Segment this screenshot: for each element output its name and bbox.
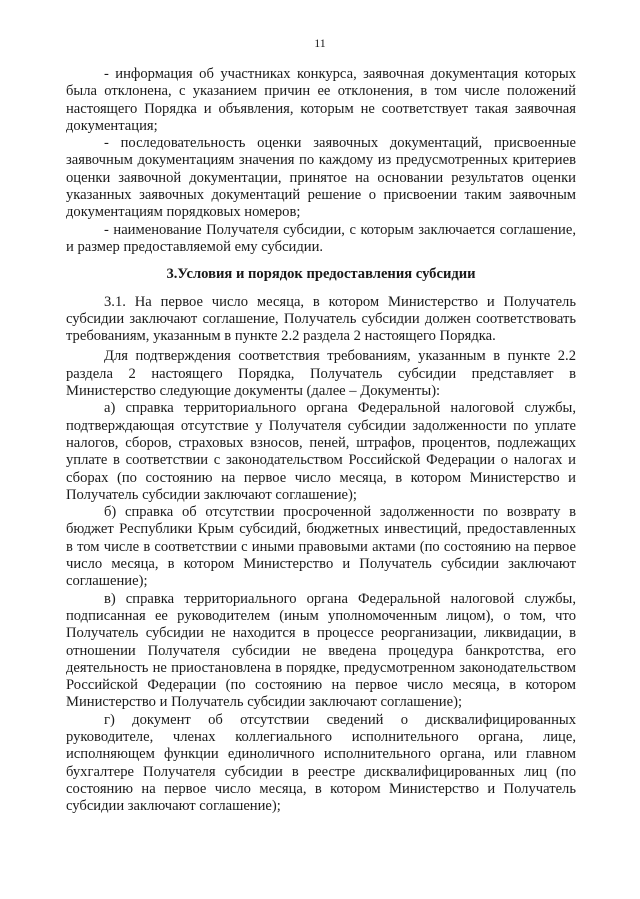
section-paragraph: 3.1. На первое число месяца, в котором Министерство и Получатель субсидии заключают соглашение, Получатель субсидии должен соответствовать требованиям, указанным в пункте 2.2 раздела 2 настоящего Порядка. (66, 293, 576, 345)
section-paragraph: г) документ об отсутствии сведений о дисквалифицированных руководителе, членах коллегиального исполнительного органа, лице, исполняющем функции единоличного исполнительного органа, или главном бухгалтере Получателя субсидии в реестре дисквалифицированных лиц (по состоянию на первое число месяца, в котором Министерство и Получатель субсидии заключают соглашение); (66, 711, 576, 815)
page-number: 11 (314, 36, 326, 50)
section-paragraph: в) справка территориального органа Федеральной налоговой службы, подписанная ее руководителем (иным уполномоченным лицом), о том, что Получатель субсидии не находится в процессе реорганизации, ликвидации, в отношении Получателя субсидии не введена процедура банкротства, его деятельность не приостановлена в порядке, предусмотренном законодательством Российской Федерации (по состоянию на первое число месяца, в котором Министерство и Получатель субсидии заключают соглашение); (66, 590, 576, 711)
page-content (66, 66, 576, 815)
section-paragraph: а) справка территориального органа Федеральной налоговой службы, подтверждающая отсутствие у Получателя субсидии задолженности по уплате налогов, сборов, страховых взносов, пеней, штрафов, процентов, подлежащих уплате в соответствии с законодательством Российской Федерации о налогах и сборах (по состоянию на первое число месяца, в котором Министерство и Получатель субсидии заключают соглашение); (66, 400, 576, 503)
intro-paragraph: - информация об участниках конкурса, заявочная документация которых была отклонена, с указанием причин ее отклонения, в том числе положений настоящего Порядка и объявления, которым не соответствует такая заявочная документация; (66, 66, 576, 134)
section-paragraph: б) справка об отсутствии просроченной задолженности по возврату в бюджет Республики Крым субсидий, бюджетных инвестиций, предоставленных в том числе в соответствии с иными правовыми актами (по состоянию на первое число месяца, в котором Министерство и Получатель субсидии заключают соглашение); (66, 504, 576, 590)
section-paragraph: Для подтверждения соответствия требованиям, указанным в пункте 2.2 раздела 2 настоящего Порядка, Получатель субсидии представляет в Министерство следующие документы (далее – Документы): (66, 348, 576, 400)
intro-paragraph: - наименование Получателя субсидии, с которым заключается соглашение, и размер предоставляемой ему субсидии. (66, 221, 576, 255)
section-heading: 3.Условия и порядок предоставления субсидии (166, 266, 476, 283)
intro-paragraph: - последовательность оценки заявочных документаций, присвоенные заявочным документациям значения по каждому из предусмотренных критериев оценки заявочной документации, принятое на основании результатов оценки указанных заявочных документаций решение о присвоении таким заявочным документациям порядковых номеров; (66, 135, 576, 221)
